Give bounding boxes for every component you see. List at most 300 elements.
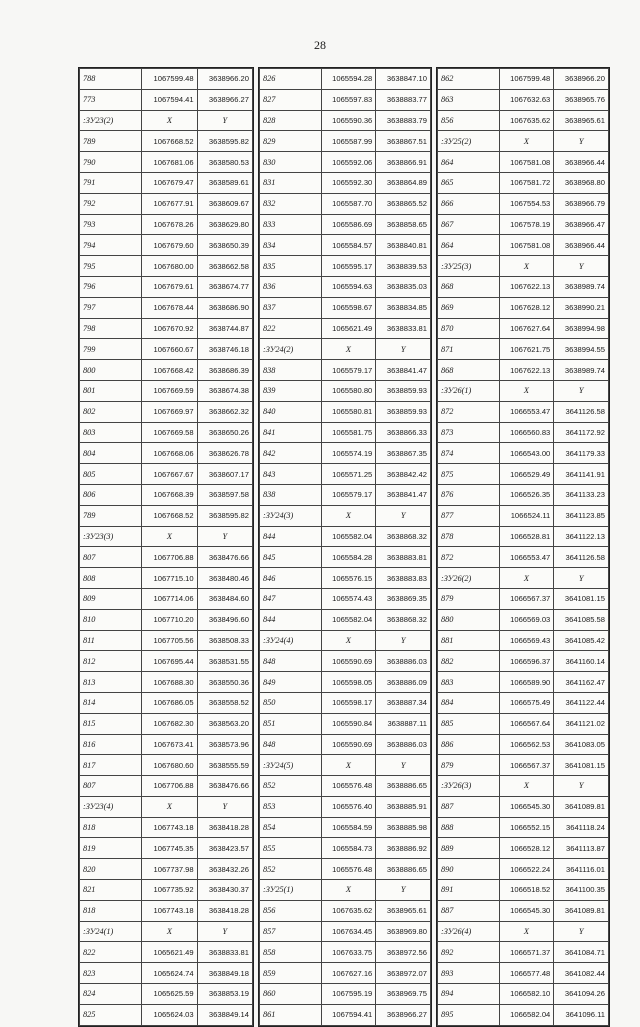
point-number: 878 [438, 526, 500, 547]
y-coordinate: 3641122.13 [554, 526, 609, 547]
parcel-header-row [438, 776, 609, 797]
y-coordinate: 3638839.53 [376, 256, 431, 277]
table-row [438, 734, 609, 755]
x-coordinate: 1066567.37 [499, 588, 554, 609]
table-row [80, 193, 253, 214]
point-number: 860 [260, 984, 322, 1005]
point-number: 859 [260, 963, 322, 984]
x-coordinate: 1066569.03 [499, 609, 554, 630]
x-coordinate: 1066545.30 [499, 900, 554, 921]
x-coordinate: 1067710.20 [142, 609, 197, 630]
point-number: 850 [260, 692, 322, 713]
y-coordinate: 3638841.47 [376, 360, 431, 381]
y-coordinate: 3638990.21 [554, 297, 609, 318]
table-row [80, 568, 253, 589]
point-number: 822 [260, 318, 322, 339]
point-number: 879 [438, 588, 500, 609]
x-coordinate: 1067627.64 [499, 318, 554, 339]
point-number: 838 [260, 360, 322, 381]
table-row [80, 318, 253, 339]
table-row [260, 900, 431, 921]
table-row [260, 152, 431, 173]
point-number: 809 [80, 588, 142, 609]
point-number: 824 [80, 984, 142, 1005]
table-row [260, 401, 431, 422]
point-number: 870 [438, 318, 500, 339]
parcel-label: :ЗУ25(2) [438, 131, 500, 152]
y-coordinate: 3638480.46 [197, 568, 252, 589]
parcel-label: :ЗУ26(3) [438, 776, 500, 797]
parcel-label: :ЗУ25(3) [438, 256, 500, 277]
point-number: 805 [80, 464, 142, 485]
x-coordinate: 1067714.06 [142, 588, 197, 609]
x-coordinate: 1066545.30 [499, 796, 554, 817]
parcel-label: :ЗУ26(4) [438, 921, 500, 942]
x-coordinate: 1065579.17 [321, 360, 376, 381]
table-row [80, 172, 253, 193]
table-row [260, 817, 431, 838]
point-number: 790 [80, 152, 142, 173]
table-row [260, 422, 431, 443]
y-coordinate: 3641113.87 [554, 838, 609, 859]
point-number: 789 [80, 131, 142, 152]
y-header: Y [554, 131, 609, 152]
table-row [80, 69, 253, 90]
parcel-label: :ЗУ23(2) [80, 110, 142, 131]
y-coordinate: 3641096.11 [554, 1004, 609, 1025]
y-header: Y [197, 796, 252, 817]
table-row [80, 984, 253, 1005]
y-coordinate: 3638662.32 [197, 401, 252, 422]
point-number: 843 [260, 464, 322, 485]
table-row [260, 796, 431, 817]
x-header: X [142, 110, 197, 131]
x-coordinate: 1067594.41 [142, 89, 197, 110]
table-row [80, 380, 253, 401]
y-coordinate: 3638558.52 [197, 692, 252, 713]
y-coordinate: 3638859.93 [376, 401, 431, 422]
x-coordinate: 1066569.43 [499, 630, 554, 651]
point-number: 839 [260, 380, 322, 401]
point-number: 885 [438, 713, 500, 734]
table-row [438, 838, 609, 859]
table-row [438, 172, 609, 193]
table-row [80, 713, 253, 734]
parcel-header-row [438, 256, 609, 277]
point-number: 837 [260, 297, 322, 318]
y-coordinate: 3638589.61 [197, 172, 252, 193]
x-coordinate: 1067668.52 [142, 131, 197, 152]
y-coordinate: 3638626.78 [197, 443, 252, 464]
table-row [80, 547, 253, 568]
x-header: X [321, 339, 376, 360]
x-coordinate: 1065594.63 [321, 276, 376, 297]
y-coordinate: 3641081.15 [554, 755, 609, 776]
point-number: 842 [260, 443, 322, 464]
point-number: 800 [80, 360, 142, 381]
point-number: 863 [438, 89, 500, 110]
x-coordinate: 1066567.37 [499, 755, 554, 776]
x-coordinate: 1067594.41 [321, 1004, 376, 1025]
x-coordinate: 1066522.24 [499, 859, 554, 880]
y-coordinate: 3641141.91 [554, 464, 609, 485]
y-coordinate: 3638858.65 [376, 214, 431, 235]
x-coordinate: 1067686.05 [142, 692, 197, 713]
x-coordinate: 1067622.13 [499, 276, 554, 297]
y-coordinate: 3638746.18 [197, 339, 252, 360]
point-number: 818 [80, 900, 142, 921]
y-coordinate: 3638994.55 [554, 339, 609, 360]
y-coordinate: 3638886.09 [376, 672, 431, 693]
table-row [260, 588, 431, 609]
x-header: X [321, 880, 376, 901]
x-coordinate: 1067635.62 [321, 900, 376, 921]
point-number: 847 [260, 588, 322, 609]
table-row [438, 422, 609, 443]
y-coordinate: 3638886.92 [376, 838, 431, 859]
y-coordinate: 3638607.17 [197, 464, 252, 485]
x-coordinate: 1065621.49 [142, 942, 197, 963]
point-number: 836 [260, 276, 322, 297]
table-row [80, 235, 253, 256]
x-coordinate: 1067706.88 [142, 547, 197, 568]
y-coordinate: 3641122.44 [554, 692, 609, 713]
y-coordinate: 3638849.14 [197, 1004, 252, 1025]
point-number: 872 [438, 547, 500, 568]
point-number: 844 [260, 609, 322, 630]
table-row [260, 776, 431, 797]
table-row [438, 505, 609, 526]
point-number: 877 [438, 505, 500, 526]
parcel-header-row [80, 921, 253, 942]
point-number: 849 [260, 672, 322, 693]
point-number: 823 [80, 963, 142, 984]
x-coordinate: 1065582.04 [321, 609, 376, 630]
x-coordinate: 1065579.17 [321, 484, 376, 505]
x-coordinate: 1067715.10 [142, 568, 197, 589]
x-coordinate: 1065592.30 [321, 172, 376, 193]
table-row [260, 526, 431, 547]
y-coordinate: 3638531.55 [197, 651, 252, 672]
x-coordinate: 1067668.39 [142, 484, 197, 505]
table-row [438, 214, 609, 235]
y-header: Y [376, 630, 431, 651]
x-coordinate: 1067688.30 [142, 672, 197, 693]
page-number: 28 [314, 38, 326, 52]
table-row [260, 672, 431, 693]
point-number: 812 [80, 651, 142, 672]
y-coordinate: 3638868.32 [376, 526, 431, 547]
x-coordinate: 1065621.49 [321, 318, 376, 339]
point-number: 827 [260, 89, 322, 110]
parcel-header-row [438, 921, 609, 942]
y-coordinate: 3641089.81 [554, 900, 609, 921]
y-coordinate: 3638865.52 [376, 193, 431, 214]
point-number: 895 [438, 1004, 500, 1025]
x-coordinate: 1067660.67 [142, 339, 197, 360]
table-row [260, 297, 431, 318]
y-coordinate: 3638883.77 [376, 89, 431, 110]
table-row [438, 817, 609, 838]
point-number: 867 [438, 214, 500, 235]
x-coordinate: 1067678.26 [142, 214, 197, 235]
x-coordinate: 1065584.28 [321, 547, 376, 568]
point-number: 873 [438, 422, 500, 443]
table-row [80, 776, 253, 797]
y-coordinate: 3638432.26 [197, 859, 252, 880]
x-header: X [499, 776, 554, 797]
table-row [260, 859, 431, 880]
y-coordinate: 3638869.35 [376, 588, 431, 609]
y-coordinate: 3638476.66 [197, 547, 252, 568]
x-header: X [142, 921, 197, 942]
point-number: 844 [260, 526, 322, 547]
x-coordinate: 1067743.18 [142, 817, 197, 838]
point-number: 848 [260, 734, 322, 755]
table-row [80, 588, 253, 609]
x-coordinate: 1065574.43 [321, 588, 376, 609]
point-number: 797 [80, 297, 142, 318]
table-row [438, 89, 609, 110]
y-header: Y [554, 380, 609, 401]
x-coordinate: 1065584.57 [321, 235, 376, 256]
point-number: 807 [80, 547, 142, 568]
y-coordinate: 3638550.36 [197, 672, 252, 693]
table-row [260, 214, 431, 235]
y-coordinate: 3638555.59 [197, 755, 252, 776]
table-row [80, 880, 253, 901]
x-header: X [142, 526, 197, 547]
y-coordinate: 3638966.44 [554, 152, 609, 173]
x-coordinate: 1067669.58 [142, 422, 197, 443]
point-number: 806 [80, 484, 142, 505]
y-header: Y [376, 755, 431, 776]
y-coordinate: 3638595.82 [197, 505, 252, 526]
point-number: 876 [438, 484, 500, 505]
y-coordinate: 3641100.35 [554, 880, 609, 901]
y-coordinate: 3641133.23 [554, 484, 609, 505]
y-coordinate: 3638966.20 [197, 69, 252, 90]
point-number: 795 [80, 256, 142, 277]
point-number: 868 [438, 276, 500, 297]
x-coordinate: 1067682.30 [142, 713, 197, 734]
point-number: 841 [260, 422, 322, 443]
x-coordinate: 1067678.44 [142, 297, 197, 318]
parcel-label: :ЗУ26(2) [438, 568, 500, 589]
y-coordinate: 3638662.58 [197, 256, 252, 277]
parcel-header-row [260, 505, 431, 526]
x-coordinate: 1067581.08 [499, 152, 554, 173]
point-number: 810 [80, 609, 142, 630]
table-row [438, 235, 609, 256]
table-row [80, 256, 253, 277]
table-row [438, 318, 609, 339]
x-coordinate: 1067695.44 [142, 651, 197, 672]
table-row [80, 838, 253, 859]
table-row [260, 131, 431, 152]
parcel-header-row [80, 796, 253, 817]
y-coordinate: 3638966.44 [554, 235, 609, 256]
x-coordinate: 1067595.19 [321, 984, 376, 1005]
point-number: 884 [438, 692, 500, 713]
table-row [80, 360, 253, 381]
y-header: Y [554, 568, 609, 589]
table-row [260, 110, 431, 131]
point-number: 789 [80, 505, 142, 526]
table-row [80, 630, 253, 651]
y-coordinate: 3638496.60 [197, 609, 252, 630]
table-row [438, 401, 609, 422]
point-number: 828 [260, 110, 322, 131]
y-coordinate: 3638883.83 [376, 568, 431, 589]
y-coordinate: 3638833.81 [376, 318, 431, 339]
x-coordinate: 1067633.75 [321, 942, 376, 963]
point-number: 871 [438, 339, 500, 360]
x-coordinate: 1065582.04 [321, 526, 376, 547]
parcel-header-row [438, 568, 609, 589]
x-coordinate: 1066524.11 [499, 505, 554, 526]
y-coordinate: 3638885.98 [376, 817, 431, 838]
y-coordinate: 3641126.58 [554, 547, 609, 568]
table-row [260, 360, 431, 381]
point-number: 838 [260, 484, 322, 505]
point-number: 801 [80, 380, 142, 401]
table-row [260, 692, 431, 713]
table-row [80, 422, 253, 443]
table-row [438, 963, 609, 984]
x-coordinate: 1065587.99 [321, 131, 376, 152]
table-row [438, 297, 609, 318]
table-row [438, 547, 609, 568]
y-coordinate: 3638966.27 [197, 89, 252, 110]
table-row [438, 859, 609, 880]
y-header: Y [376, 505, 431, 526]
table-row [438, 588, 609, 609]
y-coordinate: 3638849.18 [197, 963, 252, 984]
point-number: 865 [438, 172, 500, 193]
x-coordinate: 1067681.06 [142, 152, 197, 173]
x-coordinate: 1065590.36 [321, 110, 376, 131]
table-row [438, 796, 609, 817]
y-coordinate: 3641172.92 [554, 422, 609, 443]
point-number: 851 [260, 713, 322, 734]
point-number: 818 [80, 817, 142, 838]
x-coordinate: 1065576.48 [321, 776, 376, 797]
x-coordinate: 1066562.53 [499, 734, 554, 755]
x-coordinate: 1066528.12 [499, 838, 554, 859]
x-header: X [499, 568, 554, 589]
point-number: 881 [438, 630, 500, 651]
x-coordinate: 1067737.98 [142, 859, 197, 880]
x-coordinate: 1065598.05 [321, 672, 376, 693]
table-row [260, 609, 431, 630]
y-coordinate: 3638686.90 [197, 297, 252, 318]
y-coordinate: 3638595.82 [197, 131, 252, 152]
x-coordinate: 1065574.19 [321, 443, 376, 464]
x-coordinate: 1066543.00 [499, 443, 554, 464]
y-coordinate: 3641121.02 [554, 713, 609, 734]
x-coordinate: 1065576.40 [321, 796, 376, 817]
table-row [80, 900, 253, 921]
y-coordinate: 3641081.15 [554, 588, 609, 609]
point-number: 821 [80, 880, 142, 901]
coordinates-table-column-1 [78, 67, 254, 1027]
parcel-header-row [80, 526, 253, 547]
parcel-header-row [260, 339, 431, 360]
x-coordinate: 1065592.06 [321, 152, 376, 173]
y-coordinate: 3638508.33 [197, 630, 252, 651]
y-coordinate: 3638864.89 [376, 172, 431, 193]
y-coordinate: 3638866.91 [376, 152, 431, 173]
table-row [80, 505, 253, 526]
parcel-label: :ЗУ23(4) [80, 796, 142, 817]
x-coordinate: 1065576.48 [321, 859, 376, 880]
x-coordinate: 1066526.35 [499, 484, 554, 505]
table-row [260, 984, 431, 1005]
table-row [80, 484, 253, 505]
table-row [80, 609, 253, 630]
x-coordinate: 1067628.12 [499, 297, 554, 318]
x-header: X [499, 131, 554, 152]
table-row [260, 921, 431, 942]
x-coordinate: 1065586.69 [321, 214, 376, 235]
x-header: X [499, 380, 554, 401]
point-number: 820 [80, 859, 142, 880]
table-row [80, 464, 253, 485]
table-row [260, 380, 431, 401]
y-coordinate: 3638744.87 [197, 318, 252, 339]
point-number: 845 [260, 547, 322, 568]
table-row [260, 484, 431, 505]
parcel-header-row [260, 755, 431, 776]
table-row [260, 1004, 431, 1025]
point-number: 872 [438, 401, 500, 422]
y-coordinate: 3638867.51 [376, 131, 431, 152]
table-row [80, 963, 253, 984]
y-coordinate: 3638965.61 [376, 900, 431, 921]
y-coordinate: 3638989.74 [554, 360, 609, 381]
y-coordinate: 3638629.80 [197, 214, 252, 235]
point-number: 875 [438, 464, 500, 485]
x-coordinate: 1066575.49 [499, 692, 554, 713]
table-row [80, 276, 253, 297]
table-row [438, 942, 609, 963]
point-number: 830 [260, 152, 322, 173]
y-coordinate: 3641085.58 [554, 609, 609, 630]
point-number: 855 [260, 838, 322, 859]
parcel-label: :ЗУ24(2) [260, 339, 322, 360]
x-coordinate: 1067581.08 [499, 235, 554, 256]
parcel-label: :ЗУ26(1) [438, 380, 500, 401]
table-row [438, 484, 609, 505]
x-coordinate: 1066582.04 [499, 1004, 554, 1025]
point-number: 890 [438, 859, 500, 880]
y-header: Y [197, 921, 252, 942]
y-coordinate: 3638886.65 [376, 776, 431, 797]
point-number: 817 [80, 755, 142, 776]
table-row [260, 838, 431, 859]
table-row [260, 547, 431, 568]
table-row [80, 1004, 253, 1025]
table-row [438, 1004, 609, 1025]
x-coordinate: 1065625.59 [142, 984, 197, 1005]
parcel-label: :ЗУ25(1) [260, 880, 322, 901]
table-row [260, 69, 431, 90]
point-number: 791 [80, 172, 142, 193]
point-number: 857 [260, 921, 322, 942]
table-row [80, 755, 253, 776]
y-coordinate: 3641082.44 [554, 963, 609, 984]
